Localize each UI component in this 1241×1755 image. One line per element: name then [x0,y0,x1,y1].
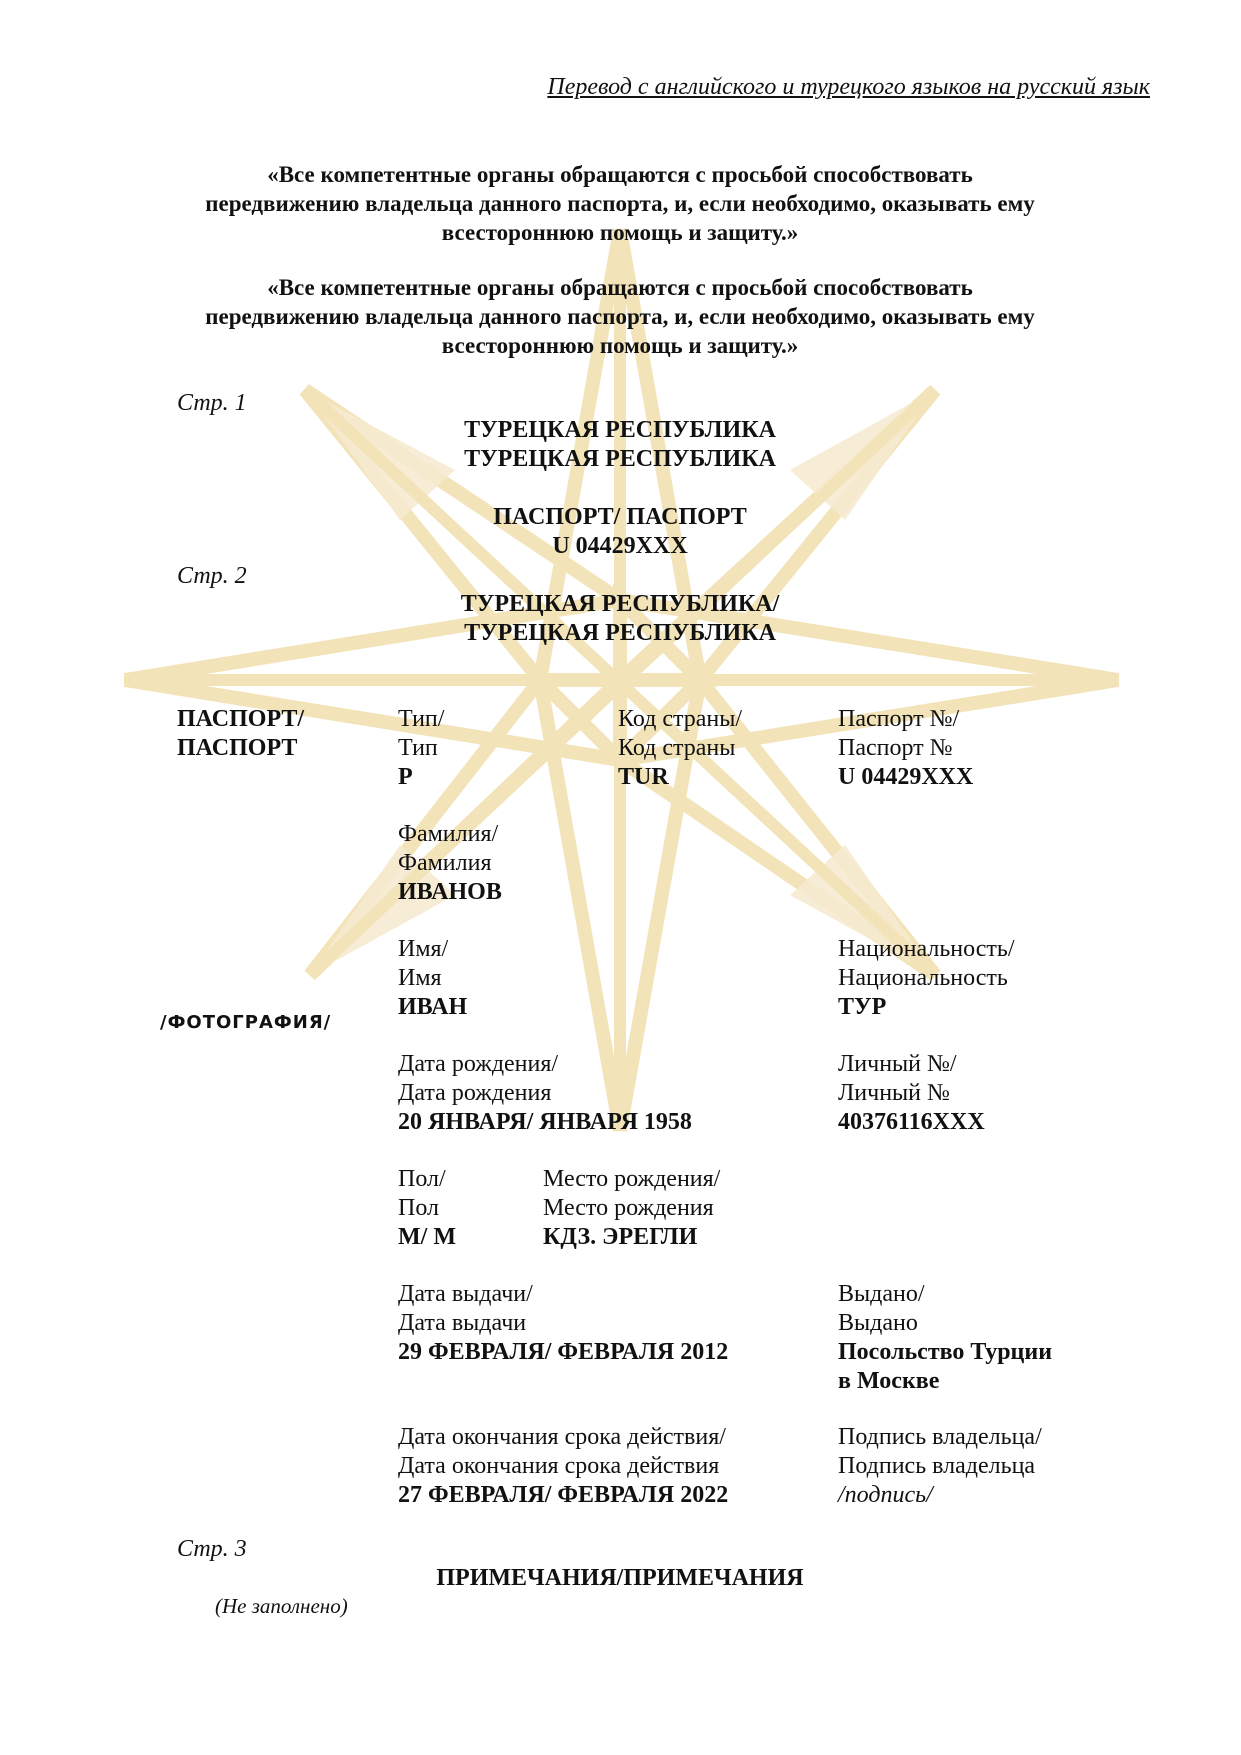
field-sex [398,1165,456,1252]
page-1-document [420,503,820,561]
page-1-title-line-1: ТУРЕЦКАЯ РЕСПУБЛИКА [464,417,776,443]
intro-2-line-1: «Все компетентные органы обращаются с просьбой способствовать [267,275,973,300]
page-2-document-label [177,705,304,763]
document-label-line-1: ПАСПОРТ/ [177,706,305,732]
field-label: Дата окончания срока действия/ [398,1424,726,1450]
field-label: Тип/ [398,706,445,732]
field-label: Имя/ [398,936,449,962]
field-label: Код страны/ [618,706,743,732]
intro-1-line-2: передвижению владельца данного паспорта, и, если необходимо, оказывать ему [205,191,1035,216]
field-date-of-birth [398,1050,692,1137]
document-label-line-2: ПАСПОРТ [177,735,298,761]
field-label: Национальность/ [838,936,1015,962]
photo-placeholder: /ФОТОГРАФИЯ/ [160,1012,332,1033]
field-type [398,705,444,792]
field-label: Подпись владельца [838,1453,1036,1479]
intro-1-line-1: «Все компетентные органы обращаются с просьбой способствовать [267,162,973,187]
field-value: ИВАНОВ [398,879,502,905]
field-label: Выдано [838,1310,918,1336]
field-label: Дата выдачи [398,1310,527,1336]
field-value: /подпись/ [838,1482,933,1508]
field-value: U 04429XXX [838,764,974,790]
field-label: Фамилия/ [398,821,499,847]
page-3-title: ПРИМЕЧАНИЯ/ПРИМЕЧАНИЯ [436,1565,804,1591]
intro-1-line-3: всестороннюю помощь и защиту.» [441,220,799,245]
field-value: P [398,764,413,790]
field-value: 20 ЯНВАРЯ/ ЯНВАРЯ 1958 [398,1109,692,1135]
field-issued-by [838,1280,1052,1396]
field-country-code [618,705,742,792]
field-label: Место рождения/ [543,1166,721,1192]
field-personal-number [838,1050,985,1137]
field-place-of-birth [543,1165,720,1252]
field-label: Пол [398,1195,439,1221]
field-value: в Москве [838,1368,940,1394]
field-holder-signature [838,1423,1042,1510]
field-label: Код страны [618,735,736,761]
field-label: Национальность [838,965,1008,991]
field-value: ТУР [838,994,887,1020]
field-label: Имя [398,965,442,991]
field-label: Дата рождения/ [398,1051,559,1077]
page-1-label: Стр. 1 [177,390,247,416]
field-value: 40376116XXX [838,1109,985,1135]
field-issue-date [398,1280,728,1367]
page-1-title [420,416,820,474]
page-2-title-line-1: ТУРЕЦКАЯ РЕСПУБЛИКА/ [460,591,780,617]
field-value: ИВАН [398,994,468,1020]
field-label: Дата выдачи/ [398,1281,533,1307]
field-label: Дата окончания срока действия [398,1453,720,1479]
field-label: Паспорт № [838,735,953,761]
page-1-document-number: U 04429XXX [552,533,688,559]
intro-2-line-3: всестороннюю помощь и защиту.» [441,333,799,358]
field-label: Паспорт №/ [838,706,960,732]
field-value: 27 ФЕВРАЛЯ/ ФЕВРАЛЯ 2022 [398,1482,729,1508]
field-label: Выдано/ [838,1281,925,1307]
field-surname [398,820,502,907]
field-label: Фамилия [398,850,492,876]
page-3-label: Стр. 3 [177,1536,247,1562]
field-label: Дата рождения [398,1080,552,1106]
field-value: 29 ФЕВРАЛЯ/ ФЕВРАЛЯ 2012 [398,1339,729,1365]
intro-2-line-2: передвижению владельца данного паспорта, и, если необходимо, оказывать ему [205,304,1035,329]
field-label: Подпись владельца/ [838,1424,1042,1450]
page-1-document-type: ПАСПОРТ/ ПАСПОРТ [493,504,747,530]
field-label: Тип [398,735,438,761]
page-3-note: (Не заполнено) [215,1594,348,1618]
translation-header: Перевод с английского и турецкого языков на русский язык [547,74,1150,100]
page-1-title-line-2: ТУРЕЦКАЯ РЕСПУБЛИКА [464,446,776,472]
page-2-label: Стр. 2 [177,563,247,589]
page-2-title-line-2: ТУРЕЦКАЯ РЕСПУБЛИКА [464,620,776,646]
field-label: Пол/ [398,1166,446,1192]
field-expiry-date [398,1423,728,1510]
intro-paragraph-1 [150,160,1090,247]
field-label: Личный № [838,1080,950,1106]
page-2-title [420,590,820,648]
field-label: Место рождения [543,1195,714,1221]
field-nationality [838,935,1015,1022]
field-value: М/ М [398,1224,456,1250]
field-name [398,935,467,1022]
field-value: КДЗ. ЭРЕГЛИ [543,1224,698,1250]
field-value: TUR [618,764,669,790]
field-value: Посольство Турции [838,1339,1053,1365]
field-label: Личный №/ [838,1051,957,1077]
field-passport-number [838,705,973,792]
intro-paragraph-2 [150,273,1090,360]
